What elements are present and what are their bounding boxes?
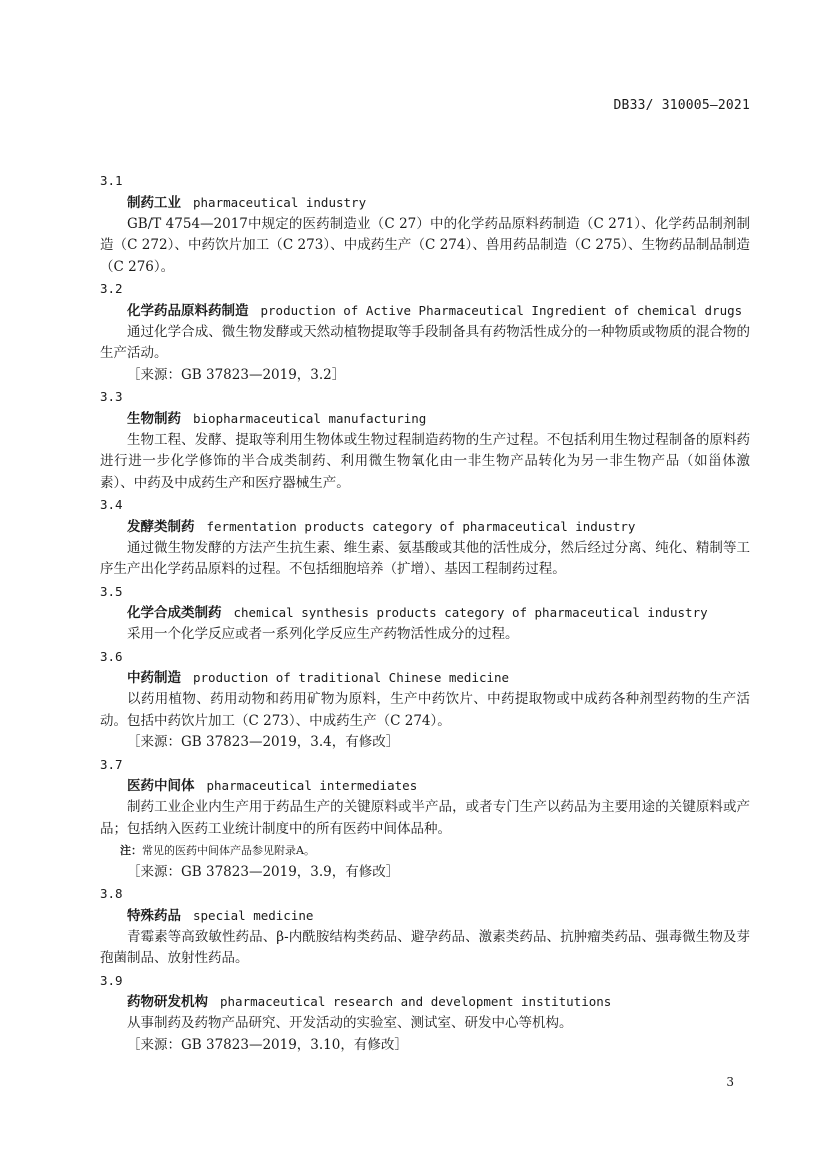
term-definition: 制药工业企业内生产用于药品生产的关键原料或半产品，或者专门生产以药品为主要用途的关键原料或产品；包括纳入医药工业统计制度中的所有医药中间体品种。 bbox=[100, 799, 750, 837]
term-english: biopharmaceutical manufacturing bbox=[193, 410, 427, 426]
clause-number: 3.3 bbox=[100, 389, 123, 404]
clause-number: 3.5 bbox=[100, 583, 123, 599]
term-definition: 以药用植物、药用动物和药用矿物为原料，生产中药饮片、中药提取物或中成药各种剂型药物的生产活动。包括中药饮片加工（C 273）、中成药生产（C 274）。 bbox=[100, 691, 750, 729]
document-code: DB33/ 310005—2021 bbox=[613, 98, 750, 113]
note-label: 注： bbox=[120, 844, 142, 857]
clause-number: 3.2 bbox=[100, 281, 123, 296]
term-heading bbox=[100, 300, 750, 322]
term-definition: 通过化学合成、微生物发酵或天然动植物提取等手段制备具有药物活性成分的一种物质或物质的混合物的生产活动。 bbox=[100, 323, 750, 361]
clause-number: 3.1 bbox=[100, 173, 123, 188]
term-definition: 生物工程、发酵、提取等利用生物体或生物过程制造药物的生产过程。不包括利用生物过程制备的原料药进行进一步化学修饰的半合成类制药、利用微生物氧化由一非生物产品转化为另一非生物产品（如甾体激素）、中药及中成药生产和医疗器械生产。 bbox=[100, 431, 750, 491]
term-entry-3-2 bbox=[100, 278, 750, 386]
term-chinese: 医药中间体 bbox=[127, 778, 195, 794]
term-english: chemical synthesis products category of pharmaceutical industry bbox=[233, 605, 708, 620]
term-source: ［来源：GB 37823—2019，3.4，有修改］ bbox=[127, 734, 400, 750]
clause-number: 3.7 bbox=[100, 756, 123, 772]
term-source: ［来源：GB 37823—2019，3.10，有修改］ bbox=[127, 1036, 408, 1053]
term-heading bbox=[100, 905, 750, 927]
term-definition: 青霉素等高致敏性药品、β-内酰胺结构类药品、避孕药品、激素类药品、抗肿瘤类药品、强毒微生物及芽孢菌制品、放射性药品。 bbox=[100, 928, 750, 966]
term-heading bbox=[100, 408, 750, 430]
term-english: pharmaceutical intermediates bbox=[206, 778, 418, 793]
term-chinese: 化学合成类制药 bbox=[127, 605, 222, 621]
term-english: fermentation products category of pharmaceutical industry bbox=[206, 518, 636, 534]
clause-number: 3.9 bbox=[100, 972, 123, 988]
term-english: pharmaceutical research and development institutions bbox=[220, 994, 612, 1009]
term-heading bbox=[100, 192, 750, 214]
term-chinese: 药物研发机构 bbox=[127, 994, 208, 1010]
term-chinese: 发酵类制药 bbox=[127, 518, 195, 535]
term-english: production of Active Pharmaceutical Ingredient of chemical drugs bbox=[260, 302, 743, 318]
term-heading bbox=[100, 667, 750, 689]
clause-number: 3.6 bbox=[100, 648, 123, 664]
term-entry-3-4 bbox=[100, 494, 750, 581]
term-entry-3-5 bbox=[100, 581, 750, 646]
term-heading bbox=[100, 775, 750, 797]
term-note bbox=[100, 840, 750, 862]
term-chinese: 制药工业 bbox=[127, 194, 181, 211]
term-entry-3-8 bbox=[100, 883, 750, 970]
clause-number: 3.8 bbox=[100, 886, 123, 901]
term-definition: 采用一个化学反应或者一系列化学反应生产药物活性成分的过程。 bbox=[127, 626, 519, 642]
term-source: ［来源：GB 37823—2019，3.9，有修改］ bbox=[127, 863, 400, 880]
term-english: production of traditional Chinese medicine bbox=[193, 670, 510, 685]
term-chinese: 生物制药 bbox=[127, 410, 181, 427]
term-entry-3-1 bbox=[100, 170, 750, 278]
clause-number: 3.4 bbox=[100, 497, 123, 512]
term-source: ［来源：GB 37823—2019，3.2］ bbox=[127, 366, 346, 383]
term-english: pharmaceutical industry bbox=[193, 194, 367, 210]
term-entry-3-3 bbox=[100, 386, 750, 494]
term-heading bbox=[100, 516, 750, 538]
term-entry-3-6 bbox=[100, 646, 750, 754]
term-definition: GB/T 4754—2017中规定的医药制造业（C 27）中的化学药品原料药制造（C 271）、化学药品制剂制造（C 272）、中药饮片加工（C 273）、中成药生产（C 274）、兽用药品制造（C 275）、生物药品制品制造（C 276）。 bbox=[100, 215, 750, 275]
term-chinese: 中药制造 bbox=[127, 670, 181, 686]
term-entry-3-9 bbox=[100, 970, 750, 1057]
term-entry-3-7 bbox=[100, 754, 750, 884]
term-heading bbox=[100, 991, 750, 1013]
term-english: special medicine bbox=[193, 907, 314, 923]
page-number: 3 bbox=[726, 1075, 734, 1089]
term-chinese: 特殊药品 bbox=[127, 907, 181, 924]
term-definition: 通过微生物发酵的方法产生抗生素、维生素、氨基酸或其他的活性成分，然后经过分离、纯化、精制等工序生产出化学药品原料的过程。不包括细胞培养（扩增）、基因工程制药过程。 bbox=[100, 539, 750, 577]
term-chinese: 化学药品原料药制造 bbox=[127, 302, 249, 319]
terms-list bbox=[100, 170, 750, 1056]
note-text: 常见的医药中间体产品参见附录A。 bbox=[142, 844, 315, 857]
term-heading bbox=[100, 602, 750, 624]
term-definition: 从事制药及药物产品研究、开发活动的实验室、测试室、研发中心等机构。 bbox=[127, 1015, 573, 1031]
